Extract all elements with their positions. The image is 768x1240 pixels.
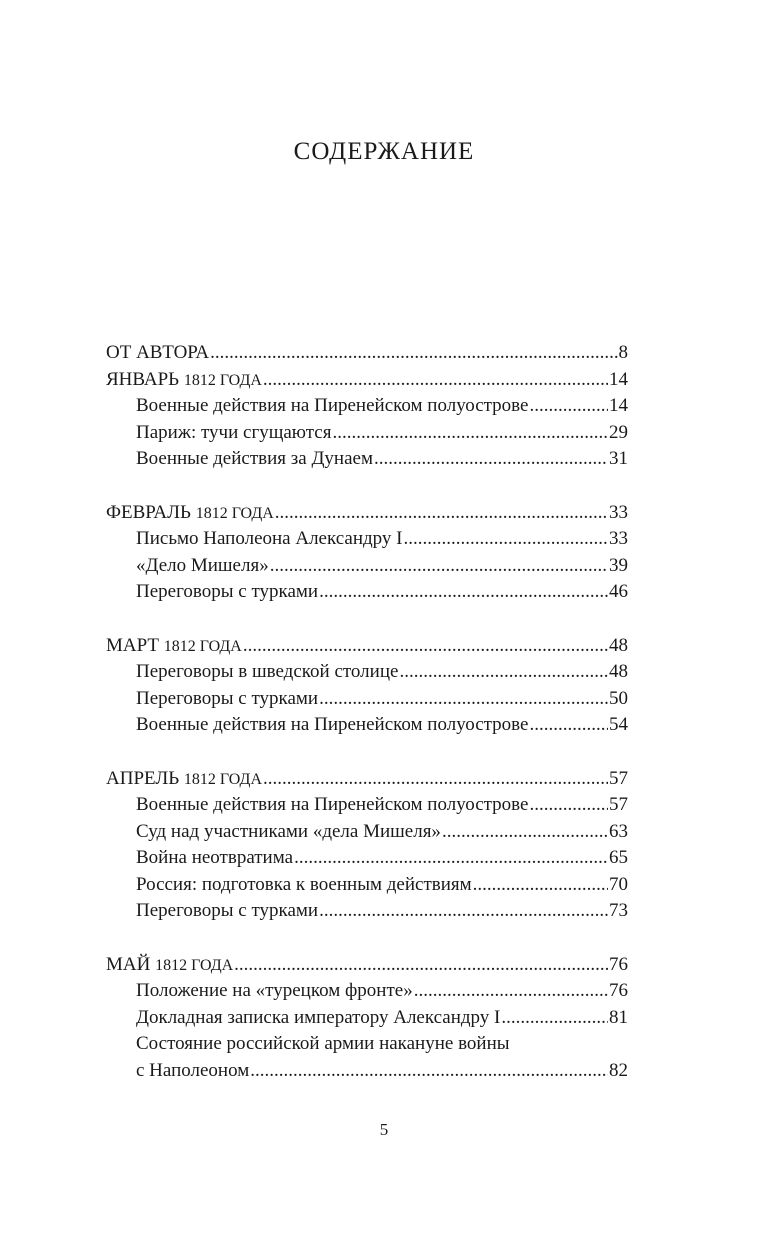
entry-title [136,1005,500,1032]
entry-title [136,659,398,686]
entry-title [106,633,242,661]
section-gap [106,606,628,633]
entry-title [136,978,413,1005]
section-gap [106,925,628,952]
dot-leader [243,633,608,660]
entry-title [136,446,373,473]
dot-leader [234,952,608,979]
entry-title-text: Переговоры с турками [136,900,319,921]
dot-leader [473,872,608,899]
entry-page: 50 [609,687,628,709]
entry-page: 73 [609,900,628,921]
entry-title-text: МАРТ [106,634,160,656]
entry-year: 1812 ГОДА [155,956,234,974]
entry-page: 14 [609,395,628,416]
toc-section [106,340,628,367]
toc-item [106,792,628,819]
entry-title-text: Война неотвратима [136,847,294,868]
table-of-contents [106,340,628,1084]
entry-title-text: Россия: подготовка к военным действиям [136,873,472,895]
entry-title-text: Военные действия на Пиренейском полуострове [136,714,529,735]
entry-page: 8 [618,342,628,363]
dot-leader [374,446,608,473]
entry-year: 1812 ГОДА [195,504,274,522]
toc-item [106,446,628,473]
entry-page: 39 [609,554,628,576]
entry-title [136,712,528,739]
entry-title [136,792,528,819]
entry-title [136,579,318,606]
entry-title [136,845,293,872]
dot-leader [501,1005,608,1032]
entry-title-text: ОТ АВТОРА [106,342,210,363]
section-gap [106,473,628,500]
toc-item [106,393,628,420]
entry-page: 81 [609,1006,628,1028]
toc-item [106,1005,628,1032]
dot-leader [442,819,608,846]
entry-title [136,1058,249,1085]
entry-page: 57 [609,767,628,789]
entry-page: 54 [609,714,628,735]
entry-page: 31 [609,448,628,469]
toc-item [106,1031,628,1058]
dot-leader [529,792,608,819]
dot-leader [529,712,608,739]
dot-leader [399,659,608,686]
dot-leader [275,500,608,527]
entry-title-text: Военные действия на Пиренейском полуострове [136,395,529,416]
dot-leader [319,579,608,606]
entry-title-text: Военные действия на Пиренейском полуострове [136,794,529,815]
entry-title-text: Состояние российской армии накануне войны [136,1033,510,1054]
entry-title-text: АПРЕЛЬ [106,767,180,789]
dot-leader [263,367,608,394]
dot-leader [250,1058,608,1085]
toc-section [106,766,628,793]
dot-leader [210,340,617,367]
dot-leader [529,393,608,420]
entry-title-text: Докладная записка императору Александру I [136,1006,501,1028]
entry-title [136,420,331,447]
entry-page: 48 [609,634,628,656]
entry-title [106,500,274,528]
entry-page: 46 [609,581,628,602]
entry-title-text: Париж: тучи сгущаются [136,421,332,443]
entry-title [136,872,472,899]
toc-item [106,579,628,606]
entry-title [136,553,269,580]
entry-page: 33 [609,501,628,523]
toc-title: СОДЕРЖАНИЕ [293,138,475,165]
entry-title-text: ЯНВАРЬ [106,368,180,390]
entry-title [136,393,528,420]
toc-item [106,553,628,580]
toc-item-continuation [106,1058,628,1085]
entry-title-text: МАЙ [106,953,151,975]
entry-title [106,340,209,367]
entry-page: 57 [609,794,628,815]
entry-title-text: Переговоры в шведской столице [136,661,399,682]
toc-section [106,952,628,979]
toc-section [106,367,628,394]
entry-page: 63 [609,820,628,842]
entry-page: 33 [609,528,628,549]
entry-title [106,367,262,395]
toc-item [106,845,628,872]
entry-title [136,526,403,553]
entry-page: 29 [609,421,628,443]
entry-page: 14 [609,368,628,390]
entry-year: 1812 ГОДА [163,637,242,655]
dot-leader [414,978,608,1005]
section-gap [106,739,628,766]
toc-section [106,633,628,660]
entry-page: 76 [609,953,628,975]
entry-page: 48 [609,661,628,682]
entry-title [106,766,262,794]
entry-title-text: Положение на «турецком фронте» [136,980,413,1001]
dot-leader [319,898,608,925]
entry-title-text: Военные действия за Дунаем [136,448,373,469]
entry-page: 70 [609,873,628,895]
entry-title-text: Переговоры с турками [136,687,319,709]
dot-leader [332,420,608,447]
toc-item [106,526,628,553]
toc-item [106,659,628,686]
entry-title-text: Суд над участниками «дела Мишеля» [136,820,441,842]
dot-leader [319,686,608,713]
entry-title-text: Переговоры с турками [136,581,319,602]
entry-page: 82 [609,1059,628,1081]
entry-title [136,898,318,925]
entry-title [136,819,441,846]
dot-leader [270,553,608,580]
entry-title [136,686,318,713]
toc-section [106,500,628,527]
entry-title [106,952,233,980]
toc-item [106,712,628,739]
page-number: 5 [379,1120,389,1139]
entry-title-text: «Дело Мишеля» [136,554,269,576]
toc-item [106,686,628,713]
toc-item [106,872,628,899]
entry-title [136,1031,510,1058]
entry-year: 1812 ГОДА [183,371,262,389]
entry-page: 76 [609,980,628,1001]
toc-item [106,420,628,447]
entry-title-text: с Наполеоном [136,1059,250,1081]
dot-leader [263,766,608,793]
entry-title-text: Письмо Наполеона Александру I [136,528,403,549]
entry-title-text: ФЕВРАЛЬ [106,501,191,523]
dot-leader [404,526,608,553]
toc-item [106,898,628,925]
toc-item [106,978,628,1005]
toc-item [106,819,628,846]
entry-year: 1812 ГОДА [183,770,262,788]
dot-leader [294,845,608,872]
entry-page: 65 [609,847,628,868]
